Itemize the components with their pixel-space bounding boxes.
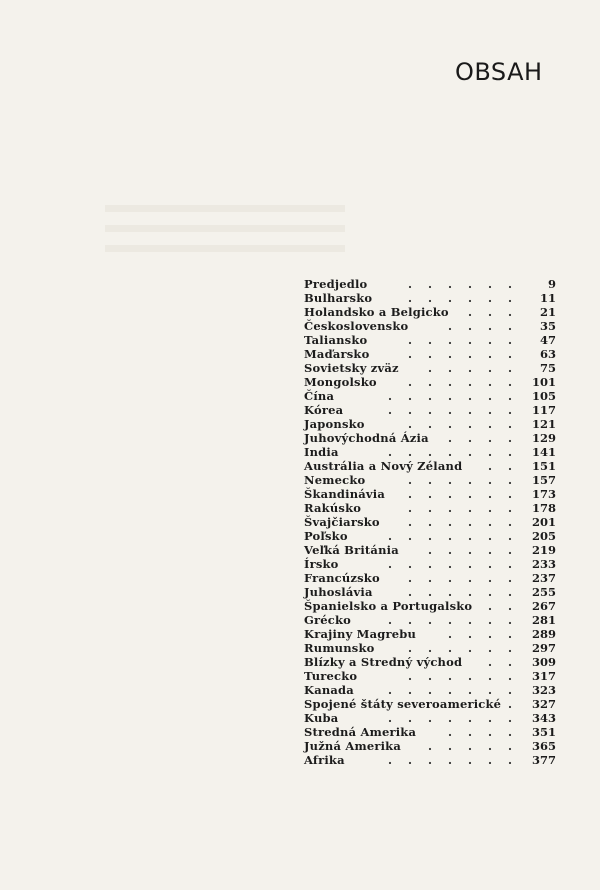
toc-entry-page-number: 63	[539, 347, 556, 361]
toc-entry-title: Španielsko a Portugalsko	[304, 599, 473, 613]
toc-dot-leader: . . . . . . .	[387, 683, 518, 697]
toc-entry-page-number: 101	[531, 375, 556, 389]
toc-dot-leader: . . . . .	[427, 543, 518, 557]
toc-entry	[304, 487, 556, 501]
toc-entry-title: Turecko	[304, 669, 358, 683]
toc-entry-title: Rumunsko	[304, 641, 375, 655]
toc-entry-page-number: 297	[531, 641, 556, 655]
toc-entry-title: Kuba	[304, 711, 339, 725]
toc-entry-page-number: 173	[531, 487, 556, 501]
toc-entry	[304, 319, 556, 333]
toc-dot-leader: . . . .	[447, 725, 518, 739]
toc-entry	[304, 739, 556, 753]
toc-entry-page-number: 281	[531, 613, 556, 627]
toc-entry-title: India	[304, 445, 339, 459]
toc-entry-title: Holandsko a Belgicko	[304, 305, 449, 319]
toc-entry-title: Škandinávia	[304, 487, 386, 501]
toc-entry-page-number: 35	[539, 319, 556, 333]
toc-dot-leader: . . . . . . .	[387, 529, 518, 543]
toc-entry-title: Afrika	[304, 753, 345, 767]
show-through-mark	[105, 245, 345, 252]
toc-entry-page-number: 105	[531, 389, 556, 403]
toc-entry	[304, 305, 556, 319]
toc-entry-title: Blízky a Stredný východ	[304, 655, 463, 669]
toc-entry	[304, 501, 556, 515]
toc-entry-page-number: 47	[539, 333, 556, 347]
toc-entry-page-number: 309	[531, 655, 556, 669]
toc-dot-leader: . . . . . .	[407, 669, 518, 683]
toc-entry-page-number: 323	[531, 683, 556, 697]
toc-dot-leader: . . . . . .	[407, 641, 518, 655]
toc-entry-title: Austrália a Nový Zéland	[304, 459, 463, 473]
toc-entry-title: Francúzsko	[304, 571, 380, 585]
toc-dot-leader: . . . . .	[427, 739, 518, 753]
toc-entry-page-number: 237	[531, 571, 556, 585]
toc-dot-leader: . . . .	[447, 431, 518, 445]
toc-entry-page-number: 129	[531, 431, 556, 445]
toc-entry	[304, 459, 556, 473]
toc-dot-leader: . . . . . .	[407, 571, 518, 585]
page-title: OBSAH	[455, 58, 543, 86]
toc-entry-title: Švajčiarsko	[304, 515, 380, 529]
toc-dot-leader: . . . . . .	[407, 487, 518, 501]
toc-entry	[304, 669, 556, 683]
toc-entry	[304, 585, 556, 599]
toc-entry-page-number: 317	[531, 669, 556, 683]
toc-entry	[304, 571, 556, 585]
toc-entry-page-number: 75	[539, 361, 556, 375]
toc-entry	[304, 557, 556, 571]
toc-entry-page-number: 151	[531, 459, 556, 473]
toc-dot-leader: . . . . . .	[407, 333, 518, 347]
toc-entry-page-number: 117	[531, 403, 556, 417]
toc-entry-page-number: 365	[531, 739, 556, 753]
toc-dot-leader: . . . . . . .	[387, 711, 518, 725]
toc-dot-leader: . .	[487, 459, 518, 473]
toc-entry-title: Poľsko	[304, 529, 348, 543]
toc-dot-leader: . . . . . .	[407, 417, 518, 431]
toc-entry-title: Japonsko	[304, 417, 365, 431]
show-through-mark	[105, 205, 345, 212]
toc-entry-page-number: 201	[531, 515, 556, 529]
toc-dot-leader: . . . . . . .	[387, 613, 518, 627]
toc-dot-leader: . . . . . .	[407, 291, 518, 305]
toc-entry	[304, 445, 556, 459]
toc-dot-leader: . . . . . .	[407, 501, 518, 515]
toc-entry-title: Spojené štáty severoamerické	[304, 697, 502, 711]
toc-entry-page-number: 233	[531, 557, 556, 571]
toc-entry	[304, 277, 556, 291]
toc-entry-page-number: 21	[539, 305, 556, 319]
toc-entry-page-number: 141	[531, 445, 556, 459]
toc-entry-page-number: 11	[539, 291, 556, 305]
toc-entry	[304, 725, 556, 739]
table-of-contents	[304, 277, 556, 767]
toc-entry-title: Čína	[304, 389, 335, 403]
toc-entry-title: Juhoslávia	[304, 585, 373, 599]
toc-dot-leader: . . . .	[447, 319, 518, 333]
toc-entry-page-number: 327	[531, 697, 556, 711]
toc-entry-page-number: 343	[531, 711, 556, 725]
toc-entry-title: Sovietsky zväz	[304, 361, 399, 375]
toc-entry	[304, 473, 556, 487]
toc-entry-page-number: 377	[531, 753, 556, 767]
toc-entry-title: Maďarsko	[304, 347, 370, 361]
toc-dot-leader: . . . . . .	[407, 277, 518, 291]
toc-entry-title: Veľká Británia	[304, 543, 399, 557]
toc-entry-title: Mongolsko	[304, 375, 377, 389]
toc-entry-title: Kórea	[304, 403, 344, 417]
toc-dot-leader: . . . . . . .	[387, 403, 518, 417]
toc-entry-title: Krajiny Magrebu	[304, 627, 417, 641]
toc-dot-leader: . . . . . .	[407, 473, 518, 487]
toc-dot-leader: . . . . .	[427, 361, 518, 375]
show-through-mark	[105, 225, 345, 232]
toc-dot-leader: . . . . . .	[407, 347, 518, 361]
toc-dot-leader: .	[507, 697, 518, 711]
toc-entry-title: Bulharsko	[304, 291, 373, 305]
toc-entry	[304, 711, 556, 725]
toc-entry	[304, 389, 556, 403]
toc-entry	[304, 403, 556, 417]
toc-entry	[304, 641, 556, 655]
toc-dot-leader: . . . . . . .	[387, 753, 518, 767]
toc-dot-leader: . .	[487, 599, 518, 613]
toc-entry	[304, 529, 556, 543]
toc-entry-title: Nemecko	[304, 473, 366, 487]
toc-entry-page-number: 351	[531, 725, 556, 739]
toc-entry	[304, 683, 556, 697]
toc-entry-title: Československo	[304, 319, 409, 333]
toc-entry	[304, 333, 556, 347]
toc-entry	[304, 515, 556, 529]
toc-entry-title: Írsko	[304, 557, 339, 571]
toc-entry	[304, 431, 556, 445]
toc-entry-title: Kanada	[304, 683, 354, 697]
toc-entry-title: Rakúsko	[304, 501, 362, 515]
toc-dot-leader: . . . . . .	[407, 515, 518, 529]
toc-entry	[304, 753, 556, 767]
toc-entry	[304, 543, 556, 557]
toc-entry	[304, 375, 556, 389]
toc-entry-page-number: 255	[531, 585, 556, 599]
toc-entry-page-number: 9	[547, 277, 556, 291]
toc-entry	[304, 599, 556, 613]
toc-dot-leader: . . . . . . .	[387, 445, 518, 459]
toc-entry	[304, 613, 556, 627]
toc-entry-page-number: 205	[531, 529, 556, 543]
toc-dot-leader: . . . . . .	[407, 585, 518, 599]
toc-entry	[304, 655, 556, 669]
toc-entry-title: Stredná Amerika	[304, 725, 417, 739]
toc-entry-title: Taliansko	[304, 333, 368, 347]
toc-entry	[304, 291, 556, 305]
toc-entry-page-number: 157	[531, 473, 556, 487]
toc-entry-page-number: 267	[531, 599, 556, 613]
toc-dot-leader: . . . . . .	[407, 375, 518, 389]
toc-entry-page-number: 219	[531, 543, 556, 557]
toc-entry-title: Južná Amerika	[304, 739, 402, 753]
toc-dot-leader: . . . .	[447, 627, 518, 641]
toc-entry	[304, 417, 556, 431]
toc-dot-leader: . . . . . . .	[387, 389, 518, 403]
toc-dot-leader: . . . . . . .	[387, 557, 518, 571]
toc-entry	[304, 697, 556, 711]
toc-entry	[304, 361, 556, 375]
toc-entry	[304, 627, 556, 641]
toc-entry-title: Predjedlo	[304, 277, 368, 291]
toc-entry-page-number: 178	[531, 501, 556, 515]
toc-entry-title: Juhovýchodná Ázia	[304, 431, 429, 445]
toc-entry	[304, 347, 556, 361]
toc-dot-leader: . .	[487, 655, 518, 669]
toc-dot-leader: . . .	[467, 305, 518, 319]
toc-entry-page-number: 289	[531, 627, 556, 641]
toc-entry-page-number: 121	[531, 417, 556, 431]
toc-entry-title: Grécko	[304, 613, 352, 627]
